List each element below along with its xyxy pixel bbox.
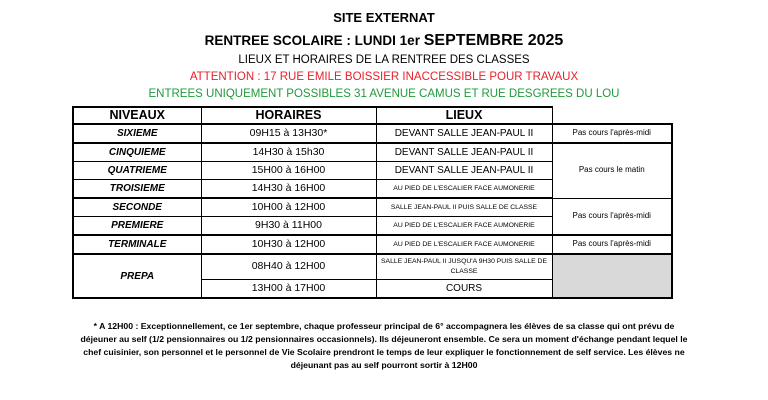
niveau-cell: TROISIEME [73, 180, 201, 199]
footnote: * A 12H00 : Exceptionnellement, ce 1er septembre, chaque professeur principal de 6° accompagnera les élèves de sa classe qui ont prévu de déjeuner au self (1/2 pensionnaires ou 1/2 pensionnaires occasionnels). Ils déjeuneront ensemble. Ce sera un moment d'échange pendant lequel le chef cuisinier, son personnel et le personnel de Vie Scolaire prendront le temps de leur expliquer le fonctionnement de self service. Les élèves ne déjeunant pas au self pourront sortir à 12H00 [80, 321, 688, 370]
lieu-cell: AU PIED DE L'ESCALIER FACE AUMONERIE [376, 180, 552, 199]
niveau-cell: SIXIEME [73, 124, 201, 143]
col-lieux: LIEUX [376, 107, 552, 124]
niveau-cell: SECONDE [73, 198, 201, 217]
lieu-cell: DEVANT SALLE JEAN-PAUL II [376, 124, 552, 143]
lieu-cell: AU PIED DE L'ESCALIER FACE AUMONERIE [376, 235, 552, 254]
table-row [73, 124, 672, 143]
table-row [73, 254, 672, 280]
lieu-cell: DEVANT SALLE JEAN-PAUL II [376, 143, 552, 162]
col-niveaux: NIVEAUX [73, 107, 201, 124]
schedule-table [72, 106, 673, 299]
rentree-title [0, 32, 768, 50]
site-title: SITE EXTERNAT [333, 10, 435, 25]
lieu-cell: AU PIED DE L'ESCALIER FACE AUMONERIE [376, 217, 552, 236]
horaire-cell: 14H30 à 16H00 [201, 180, 376, 199]
table-row [73, 235, 672, 254]
niveau-cell: QUATRIEME [73, 162, 201, 180]
niveau-cell: TERMINALE [73, 235, 201, 254]
lieu-cell: DEVANT SALLE JEAN-PAUL II [376, 162, 552, 180]
col-notes-empty [552, 107, 672, 124]
note-cell: Pas cours le matin [552, 143, 672, 198]
horaire-cell: 13H00 à 17H00 [201, 280, 376, 299]
niveau-cell: PREPA [73, 254, 201, 298]
rentree-date: SEPTEMBRE 2025 [423, 32, 564, 49]
horaire-cell: 15H00 à 16H00 [201, 162, 376, 180]
horaire-cell: 14H30 à 15h30 [201, 143, 376, 162]
niveau-cell: CINQUIEME [73, 143, 201, 162]
horaire-cell: 08H40 à 12H00 [201, 254, 376, 280]
note-cell: Pas cours l'après-midi [552, 235, 672, 254]
entrees-notice: ENTREES UNIQUEMENT POSSIBLES 31 AVENUE CAMUS ET RUE DESGREES DU LOU [148, 88, 620, 100]
table-header-row [73, 107, 672, 124]
subtitle: LIEUX ET HORAIRES DE LA RENTREE DES CLASSES [238, 54, 530, 66]
horaire-cell: 9H30 à 11H00 [201, 217, 376, 236]
lieu-cell: COURS [376, 280, 552, 299]
grey-empty-cell [552, 254, 672, 298]
rentree-prefix: RENTREE SCOLAIRE : LUNDI 1er [204, 33, 420, 48]
horaire-cell: 10H30 à 12H00 [201, 235, 376, 254]
note-cell: Pas cours l'après-midi [552, 198, 672, 235]
horaire-cell: 09H15 à 13H30* [201, 124, 376, 143]
attention-notice: ATTENTION : 17 RUE EMILE BOISSIER INACCESSIBLE POUR TRAVAUX [189, 71, 579, 83]
table-row [73, 143, 672, 162]
col-horaires: HORAIRES [201, 107, 376, 124]
lieu-cell: SALLE JEAN-PAUL II JUSQU'A 9H30 PUIS SALLE DE CLASSE [376, 254, 552, 280]
table-row [73, 198, 672, 217]
horaire-cell: 10H00 à 12H00 [201, 198, 376, 217]
niveau-cell: PREMIERE [73, 217, 201, 236]
note-cell: Pas cours l'après-midi [552, 124, 672, 143]
lieu-cell: SALLE JEAN-PAUL II PUIS SALLE DE CLASSE [376, 198, 552, 217]
